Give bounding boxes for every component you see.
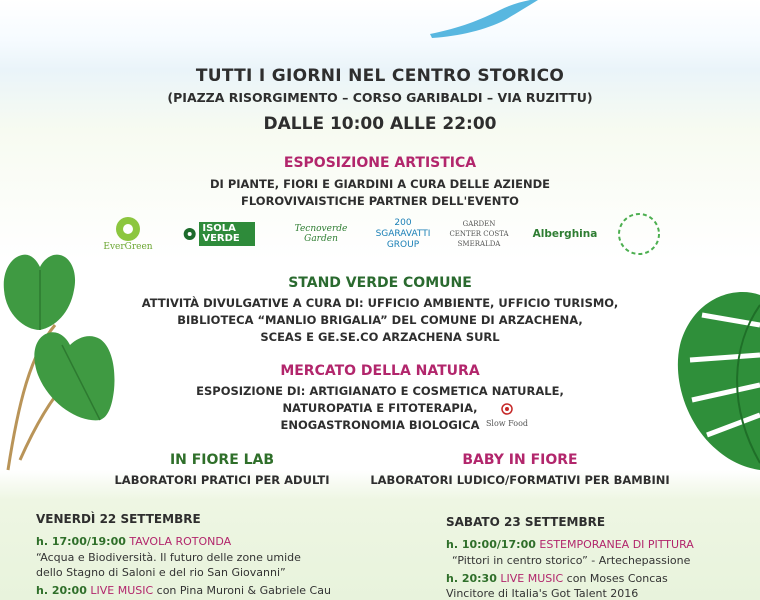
venerdi-event-1-line2: dello Stagno di Saloni e del rio San Giovanni” bbox=[36, 566, 286, 579]
venerdi-event-1: h. 17:00/19:00 TAVOLA ROTONDA bbox=[36, 535, 232, 548]
stand-line1: ATTIVITÀ DIVULGATIVE A CURA DI: UFFICIO AMBIENTE, UFFICIO TURISMO, bbox=[141, 296, 619, 310]
sabato-event-1: h. 10:00/17:00 ESTEMPORANEA DI PITTURA bbox=[446, 538, 694, 551]
isola-verde-icon bbox=[183, 224, 196, 244]
logo-sgaravatti: 200 SGARAVATTI GROUP bbox=[375, 217, 431, 250]
stand-title: STAND VERDE COMUNE bbox=[288, 275, 472, 291]
header-hours: DALLE 10:00 ALLE 22:00 bbox=[263, 114, 497, 134]
sabato-event-1-line1: “Pittori in centro storico” - Artechepassione bbox=[452, 554, 691, 567]
stand-line3: SCEAS E GE.SE.CO ARZACHENA SURL bbox=[260, 330, 500, 344]
venerdi-event-2: h. 20:00 LIVE MUSIC con Pina Muroni & Gabriele Cau bbox=[36, 584, 331, 597]
lab-desc: LABORATORI PRATICI PER ADULTI bbox=[114, 473, 330, 487]
decorative-wave bbox=[420, 0, 540, 40]
sabato-day: SABATO 23 SETTEMBRE bbox=[446, 515, 606, 529]
stand-line2: BIBLIOTECA “MANLIO BRIGALIA” DEL COMUNE DI ARZACHENA, bbox=[177, 313, 583, 327]
snail-icon bbox=[500, 403, 514, 415]
venerdi-day: VENERDÌ 22 SETTEMBRE bbox=[36, 512, 201, 526]
mercato-line3: ENOGASTRONOMIA BIOLOGICA bbox=[280, 418, 480, 432]
baby-title: BABY IN FIORE bbox=[462, 452, 578, 468]
logo-tecnoverde: Tecnoverde Garden bbox=[294, 224, 348, 244]
sabato-event-2-line2: Vincitore di Italia's Got Talent 2016 bbox=[446, 587, 639, 600]
logo-alberghina: Alberghina bbox=[532, 228, 598, 240]
header-title: TUTTI I GIORNI NEL CENTRO STORICO bbox=[195, 66, 565, 86]
baby-desc: LABORATORI LUDICO/FORMATIVI PER BAMBINI bbox=[370, 473, 670, 487]
esposizione-line2: FLOROVIVAISTICHE PARTNER DELL'EVENTO bbox=[241, 194, 519, 208]
evergreen-flower-icon bbox=[115, 216, 141, 242]
logo-isola-verde: ISOLA VERDE bbox=[183, 208, 255, 260]
logo-slow-food: Slow Food bbox=[482, 400, 532, 428]
esposizione-line1: DI PIANTE, FIORI E GIARDINI A CURA DELLE AZIENDE bbox=[209, 177, 550, 191]
logo-evergreen: EverGreen bbox=[92, 208, 164, 260]
logo-punto-verde bbox=[612, 208, 666, 260]
venerdi-event-1-line1: “Acqua e Biodiversità. Il futuro delle zone umide bbox=[36, 551, 301, 564]
mercato-title: MERCATO DELLA NATURA bbox=[280, 363, 480, 379]
header-location: (PIAZZA RISORGIMENTO – CORSO GARIBALDI – VIA RUZITTU) bbox=[167, 90, 593, 105]
mercato-line1: ESPOSIZIONE DI: ARTIGIANATO E COSMETICA NATURALE, bbox=[196, 384, 564, 398]
mercato-line2: NATUROPATIA E FITOTERAPIA, bbox=[282, 401, 478, 415]
esposizione-title: ESPOSIZIONE ARTISTICA bbox=[283, 155, 477, 171]
sabato-event-2: h. 20:30 LIVE MUSIC con Moses Concas bbox=[446, 572, 668, 585]
punto-verde-wreath-icon bbox=[615, 210, 663, 258]
lab-title: IN FIORE LAB bbox=[169, 452, 275, 468]
logo-garden-center: GARDEN CENTER COSTA SMERALDA bbox=[449, 220, 509, 248]
